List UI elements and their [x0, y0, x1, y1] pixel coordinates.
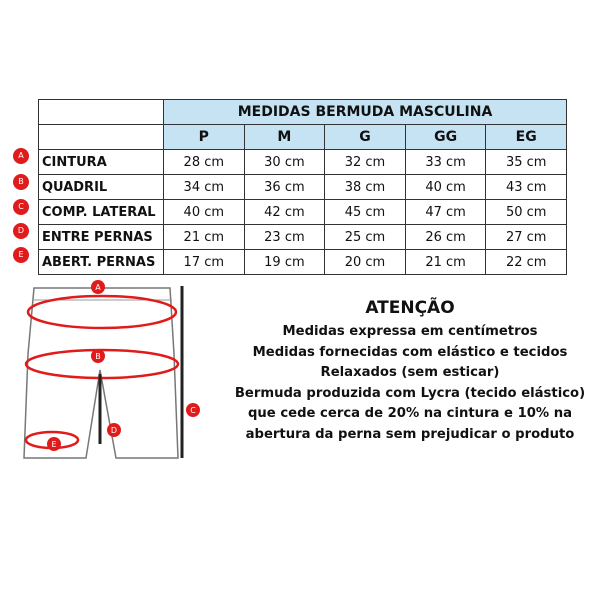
row-marker-a: A: [13, 148, 29, 164]
table-cell: 33 cm: [405, 150, 486, 175]
table-cell: 20 cm: [325, 250, 406, 275]
table-cell: 47 cm: [405, 200, 486, 225]
table-cell: 30 cm: [244, 150, 325, 175]
table-row: [39, 225, 567, 250]
notice-line: abertura da perna sem prejudicar o produto: [245, 426, 575, 442]
table-cell: 36 cm: [244, 175, 325, 200]
size-header-eg: EG: [486, 125, 567, 150]
size-table: [38, 99, 567, 275]
table-cell: 35 cm: [486, 150, 567, 175]
diagram-marker-b: [91, 349, 105, 363]
table-cell: 23 cm: [244, 225, 325, 250]
table-cell: 21 cm: [164, 225, 245, 250]
size-header-gg: GG: [405, 125, 486, 150]
row-marker-b: B: [13, 174, 29, 190]
table-cell: 34 cm: [164, 175, 245, 200]
table-row: [39, 250, 567, 275]
table-corner-blank: [39, 100, 164, 125]
notice-line: Medidas fornecidas com elástico e tecidos: [252, 344, 568, 360]
table-cell: 28 cm: [164, 150, 245, 175]
notice-line: Medidas expressa em centímetros: [282, 324, 538, 339]
table-cell: 25 cm: [325, 225, 406, 250]
diagram-marker-a: [91, 280, 105, 294]
notice-block: [222, 298, 598, 445]
table-cell: 40 cm: [164, 200, 245, 225]
table-cell: 22 cm: [486, 250, 567, 275]
row-label-cintura: CINTURA: [39, 150, 164, 175]
table-title: MEDIDAS BERMUDA MASCULINA: [164, 100, 567, 125]
table-cell: 38 cm: [325, 175, 406, 200]
table-cell: 26 cm: [405, 225, 486, 250]
row-marker-c: C: [13, 199, 29, 215]
diagram-marker-a-label: A: [95, 283, 101, 292]
table-row: [39, 175, 567, 200]
notice-line: que cede cerca de 20% na cintura e 10% na: [247, 406, 573, 421]
waist-measure-loop: [28, 296, 176, 328]
table-row: [39, 200, 567, 225]
notice-title: ATENÇÃO: [365, 298, 455, 318]
row-label-abert-pernas: ABERT. PERNAS: [39, 250, 164, 275]
row-marker-d: D: [13, 223, 29, 239]
row-label-comp-lateral: COMP. LATERAL: [39, 200, 164, 225]
size-header-g: G: [325, 125, 406, 150]
diagram-marker-c: [186, 403, 200, 417]
shorts-diagram: [12, 278, 212, 468]
size-header-blank: [39, 125, 164, 150]
table-cell: 42 cm: [244, 200, 325, 225]
table-cell: 40 cm: [405, 175, 486, 200]
notice-line: Bermuda produzida com Lycra (tecido elástico): [234, 385, 586, 401]
table-cell: 19 cm: [244, 250, 325, 275]
diagram-marker-c-label: C: [190, 406, 196, 415]
row-label-quadril: QUADRIL: [39, 175, 164, 200]
diagram-marker-d: [107, 423, 121, 437]
diagram-marker-e: [47, 437, 61, 451]
table-cell: 43 cm: [486, 175, 567, 200]
table-cell: 50 cm: [486, 200, 567, 225]
table-cell: 45 cm: [325, 200, 406, 225]
notice-line: Relaxados (sem esticar): [320, 365, 500, 380]
table-cell: 27 cm: [486, 225, 567, 250]
row-marker-e: E: [13, 247, 29, 263]
diagram-marker-d-label: D: [110, 426, 118, 435]
table-row: [39, 150, 567, 175]
row-label-entre-pernas: ENTRE PERNAS: [39, 225, 164, 250]
table-cell: 32 cm: [325, 150, 406, 175]
size-header-m: M: [244, 125, 325, 150]
table-cell: 21 cm: [405, 250, 486, 275]
diagram-marker-b-label: B: [95, 352, 101, 361]
size-header-p: P: [164, 125, 245, 150]
table-cell: 17 cm: [164, 250, 245, 275]
diagram-marker-e-label: E: [51, 440, 57, 449]
